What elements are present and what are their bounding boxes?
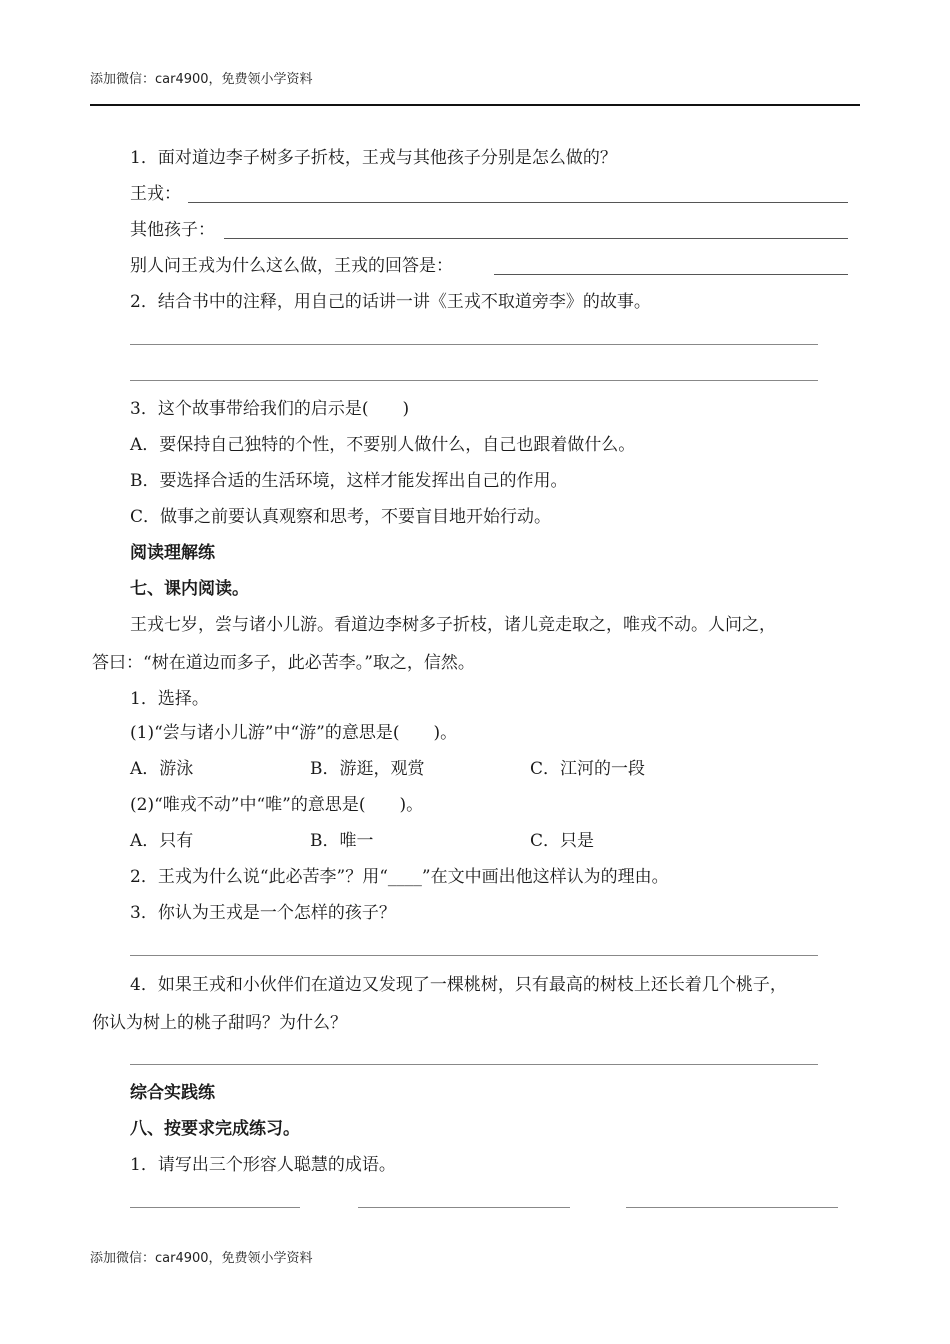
question-3: 3．这个故事带给我们的启示是( ) — [130, 399, 410, 419]
q1-2-option-c: C．只是 — [530, 831, 595, 851]
peach-answer-line[interactable] — [130, 1064, 818, 1065]
option-a: A．要保持自己独特的个性，不要别人做什么，自己也跟着做什么。 — [130, 435, 636, 455]
wangrong-label: 王戎： — [130, 184, 181, 204]
option-c: C．做事之前要认真观察和思考，不要盲目地开始行动。 — [130, 507, 552, 527]
others-answer-line[interactable] — [224, 238, 848, 239]
idiom-answer-line-3[interactable] — [626, 1207, 838, 1208]
q1-1-option-b: B．游逛，观赏 — [310, 759, 425, 779]
idiom-answer-line-2[interactable] — [358, 1207, 570, 1208]
character-answer-line[interactable] — [130, 955, 818, 956]
page-footer: 添加微信：car4900，免费领小学资料 — [90, 1251, 313, 1266]
reading-question-3: 3．你认为王戎是一个怎样的孩子？ — [130, 903, 396, 923]
story-answer-line-2[interactable] — [130, 380, 818, 381]
practice-question-1: 1．请写出三个形容人聪慧的成语。 — [130, 1155, 396, 1175]
q1-2-option-a: A．只有 — [130, 831, 194, 851]
page-header: 添加微信：car4900，免费领小学资料 — [90, 72, 313, 87]
section-eight-title: 八、按要求完成练习。 — [130, 1119, 300, 1139]
story-answer-line-1[interactable] — [130, 344, 818, 345]
idiom-answer-line-1[interactable] — [130, 1207, 300, 1208]
section-practice: 综合实践练 — [130, 1083, 215, 1103]
passage-line-1: 王戎七岁，尝与诸小儿游。看道边李树多子折枝，诸儿竞走取之，唯戎不动。人问之， — [130, 615, 776, 635]
others-label: 其他孩子： — [130, 220, 215, 240]
q1-2-option-b: B．唯一 — [310, 831, 374, 851]
reading-question-4-line-1: 4．如果王戎和小伙伴们在道边又发现了一棵桃树，只有最高的树枝上还长着几个桃子， — [130, 975, 787, 995]
question-1: 1．面对道边李子树多子折枝，王戎与其他孩子分别是怎么做的？ — [130, 148, 617, 168]
wangrong-answer-line[interactable] — [188, 202, 848, 203]
q1-1-option-a: A．游泳 — [130, 759, 194, 779]
wangrong-reply-line[interactable] — [494, 274, 848, 275]
reading-question-1-1: (1)“尝与诸小儿游”中“游”的意思是( )。 — [130, 723, 458, 743]
q1-1-option-c: C．江河的一段 — [530, 759, 646, 779]
wangrong-reply-label: 别人问王戎为什么这么做，王戎的回答是： — [130, 256, 453, 276]
reading-question-2: 2．王戎为什么说“此必苦李”？用“____”在文中画出他这样认为的理由。 — [130, 867, 669, 887]
question-2: 2．结合书中的注释，用自己的话讲一讲《王戎不取道旁李》的故事。 — [130, 292, 651, 312]
header-rule — [90, 104, 860, 106]
reading-question-4-line-2: 你认为树上的桃子甜吗？为什么？ — [92, 1013, 347, 1033]
section-seven-title: 七、课内阅读。 — [130, 579, 249, 599]
reading-question-1-2: (2)“唯戎不动”中“唯”的意思是( )。 — [130, 795, 424, 815]
reading-question-1: 1．选择。 — [130, 689, 209, 709]
option-b: B．要选择合适的生活环境，这样才能发挥出自己的作用。 — [130, 471, 568, 491]
section-reading: 阅读理解练 — [130, 543, 215, 563]
passage-line-2: 答曰：“树在道边而多子，此必苦李。”取之，信然。 — [92, 653, 475, 673]
